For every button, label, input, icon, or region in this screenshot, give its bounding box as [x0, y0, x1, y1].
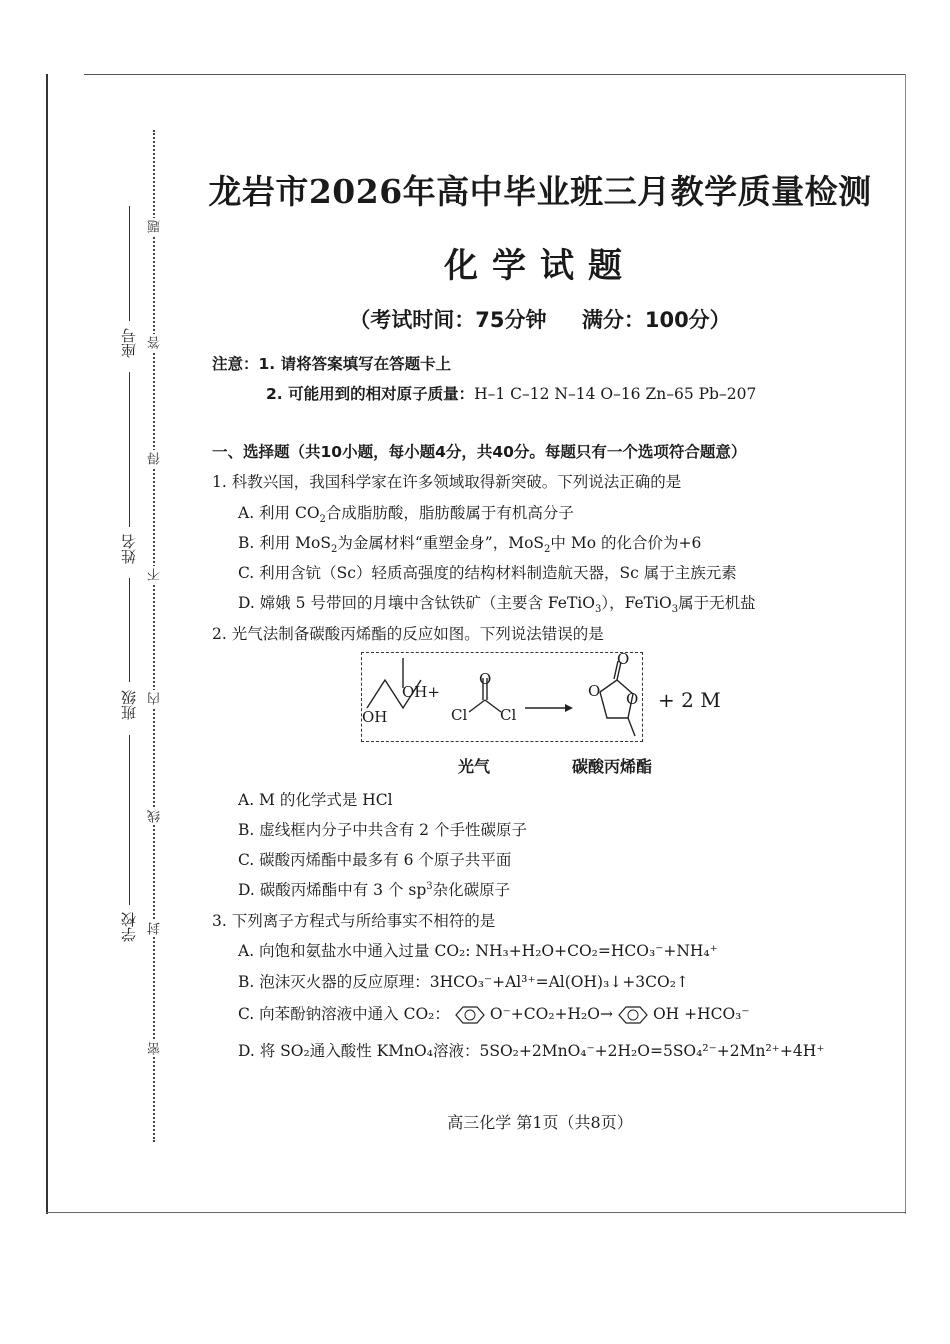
reaction-arrowhead — [565, 704, 573, 712]
page-footer: 高三化学 第1页（共8页） — [447, 1113, 633, 1132]
school-field-label: 学校 — [120, 912, 138, 942]
glycol-oh-plus: OH+ — [402, 683, 440, 701]
phosgene-cl-left: Cl — [451, 706, 468, 724]
class-field-line — [129, 578, 130, 682]
page-title: 龙岩市2026年高中毕业班三月教学质量检测 — [208, 172, 872, 211]
phosgene-ccl-bond — [469, 700, 485, 712]
school-field-line — [129, 735, 130, 905]
q3-stem: 3. 下列离子方程式与所给事实不相符的是 — [212, 912, 496, 930]
seal-word: 内 — [148, 692, 163, 705]
class-field-label: 班级 — [120, 690, 138, 720]
frame-bottom-line — [46, 1212, 906, 1213]
note-1 — [212, 352, 451, 374]
exam-info — [170, 304, 910, 334]
q1-option-c: C. 利用含钪（Sc）轻质高强度的结构材料制造航天器，Sc 属于主族元素 — [238, 564, 737, 582]
q1-option-d: D. 嫦娥 5 号带回的月壤中含钛铁矿（主要含 FeTiO$_3$），FeTiO$_3$属于无机盐 — [238, 594, 756, 616]
q2-option-b: B. 虚线框内分子中共含有 2 个手性碳原子 — [238, 821, 527, 839]
q2-option-a: A. M 的化学式是 HCl — [238, 791, 393, 809]
q2-stem: 2. 光气法制备碳酸丙烯酯的反应如图。下列说法错误的是 — [212, 625, 604, 643]
seal-dotted-line — [153, 130, 155, 1142]
seal-word: 密 — [148, 1042, 163, 1055]
q1-option-b: B. 利用 MoS$_2$为金属材料“重塑金身”，MoS$_2$中 Mo 的化合价为+6 — [238, 534, 702, 556]
caption-propylene-carbonate: 碳酸丙烯酯 — [572, 757, 653, 776]
frame-left-line — [46, 74, 48, 1214]
note-item-2-label: 2. 可能用到的相对原子质量： — [266, 385, 475, 403]
atomic-masses: H–1 C–12 N–14 O–16 Zn–65 Pb–207 — [474, 385, 757, 403]
byproduct-2m: + 2 M — [658, 688, 721, 712]
q1-stem: 1. 科教兴国，我国科学家在许多领域取得新突破。下列说法正确的是 — [212, 473, 682, 491]
note-item-1: 1. 请将答案填写在答题卡上 — [258, 355, 452, 373]
benzene-ring-icon — [613, 1005, 653, 1025]
frame-top-line — [84, 74, 906, 75]
seal-word: 答 — [148, 336, 163, 349]
name-field-line — [129, 372, 130, 527]
q3-option-d: D. 将 SO₂通入酸性 KMnO₄溶液：5SO₂+2MnO₄⁻+2H₂O=5SO₄²⁻+2Mn²⁺+4H⁺ — [238, 1042, 825, 1060]
phosgene-ccl-bond-2 — [485, 700, 501, 712]
benzene-ring-icon — [450, 1005, 490, 1025]
carbonate-ring-o-left: O — [588, 682, 601, 700]
seal-word: 不 — [148, 568, 163, 581]
section-heading: 一、选择题（共10小题，每小题4分，共40分。每题只有一个选项符合题意） — [212, 443, 747, 461]
glycol-oh: OH — [362, 708, 388, 726]
carbonate-methyl-bond — [628, 718, 635, 736]
exam-time: （考试时间：75分钟 — [349, 308, 547, 332]
caption-phosgene: 光气 — [458, 757, 491, 776]
q1-option-a: A. 利用 $CO_2$合成脂肪酸，脂肪酸属于有机高分子 — [238, 504, 574, 526]
note-label: 注意： — [212, 355, 259, 373]
q3-option-c: C. 向苯酚钠溶液中通入 CO₂： O⁻+CO₂+H₂O→ OH +HCO₃⁻ — [238, 1005, 750, 1023]
q2-option-d: D. 碳酸丙烯酯中有 3 个 $sp^3$杂化碳原子 — [238, 880, 511, 899]
phosgene-cl-right: Cl — [500, 706, 517, 724]
seat-field-label: 座号 — [120, 328, 138, 358]
seal-word: 得 — [148, 452, 163, 465]
carbonate-ring-o-right: O — [626, 690, 639, 708]
page-subtitle: 化学试题 — [444, 246, 636, 286]
seal-word: 线 — [148, 810, 163, 823]
name-field-label: 姓名 — [120, 534, 138, 564]
q3-option-b: B. 泡沫灭火器的反应原理：3HCO₃⁻+Al³⁺=Al(OH)₃↓+3CO₂↑ — [238, 973, 689, 991]
seat-field-line — [129, 206, 130, 321]
seal-word: 封 — [148, 922, 163, 935]
q2-option-c: C. 碳酸丙烯酯中最多有 6 个原子共平面 — [238, 851, 512, 869]
q3-option-a: A. 向饱和氨盐水中通入过量 CO₂: NH₃+H₂O+CO₂=HCO₃⁻+NH₄⁺ — [238, 942, 718, 960]
full-score: 满分：100分） — [581, 308, 731, 332]
seal-word: 题 — [148, 220, 163, 233]
carbonate-carbonyl-o: O — [617, 650, 630, 668]
note-2 — [266, 382, 756, 404]
phosgene-oxygen: O — [479, 670, 492, 688]
